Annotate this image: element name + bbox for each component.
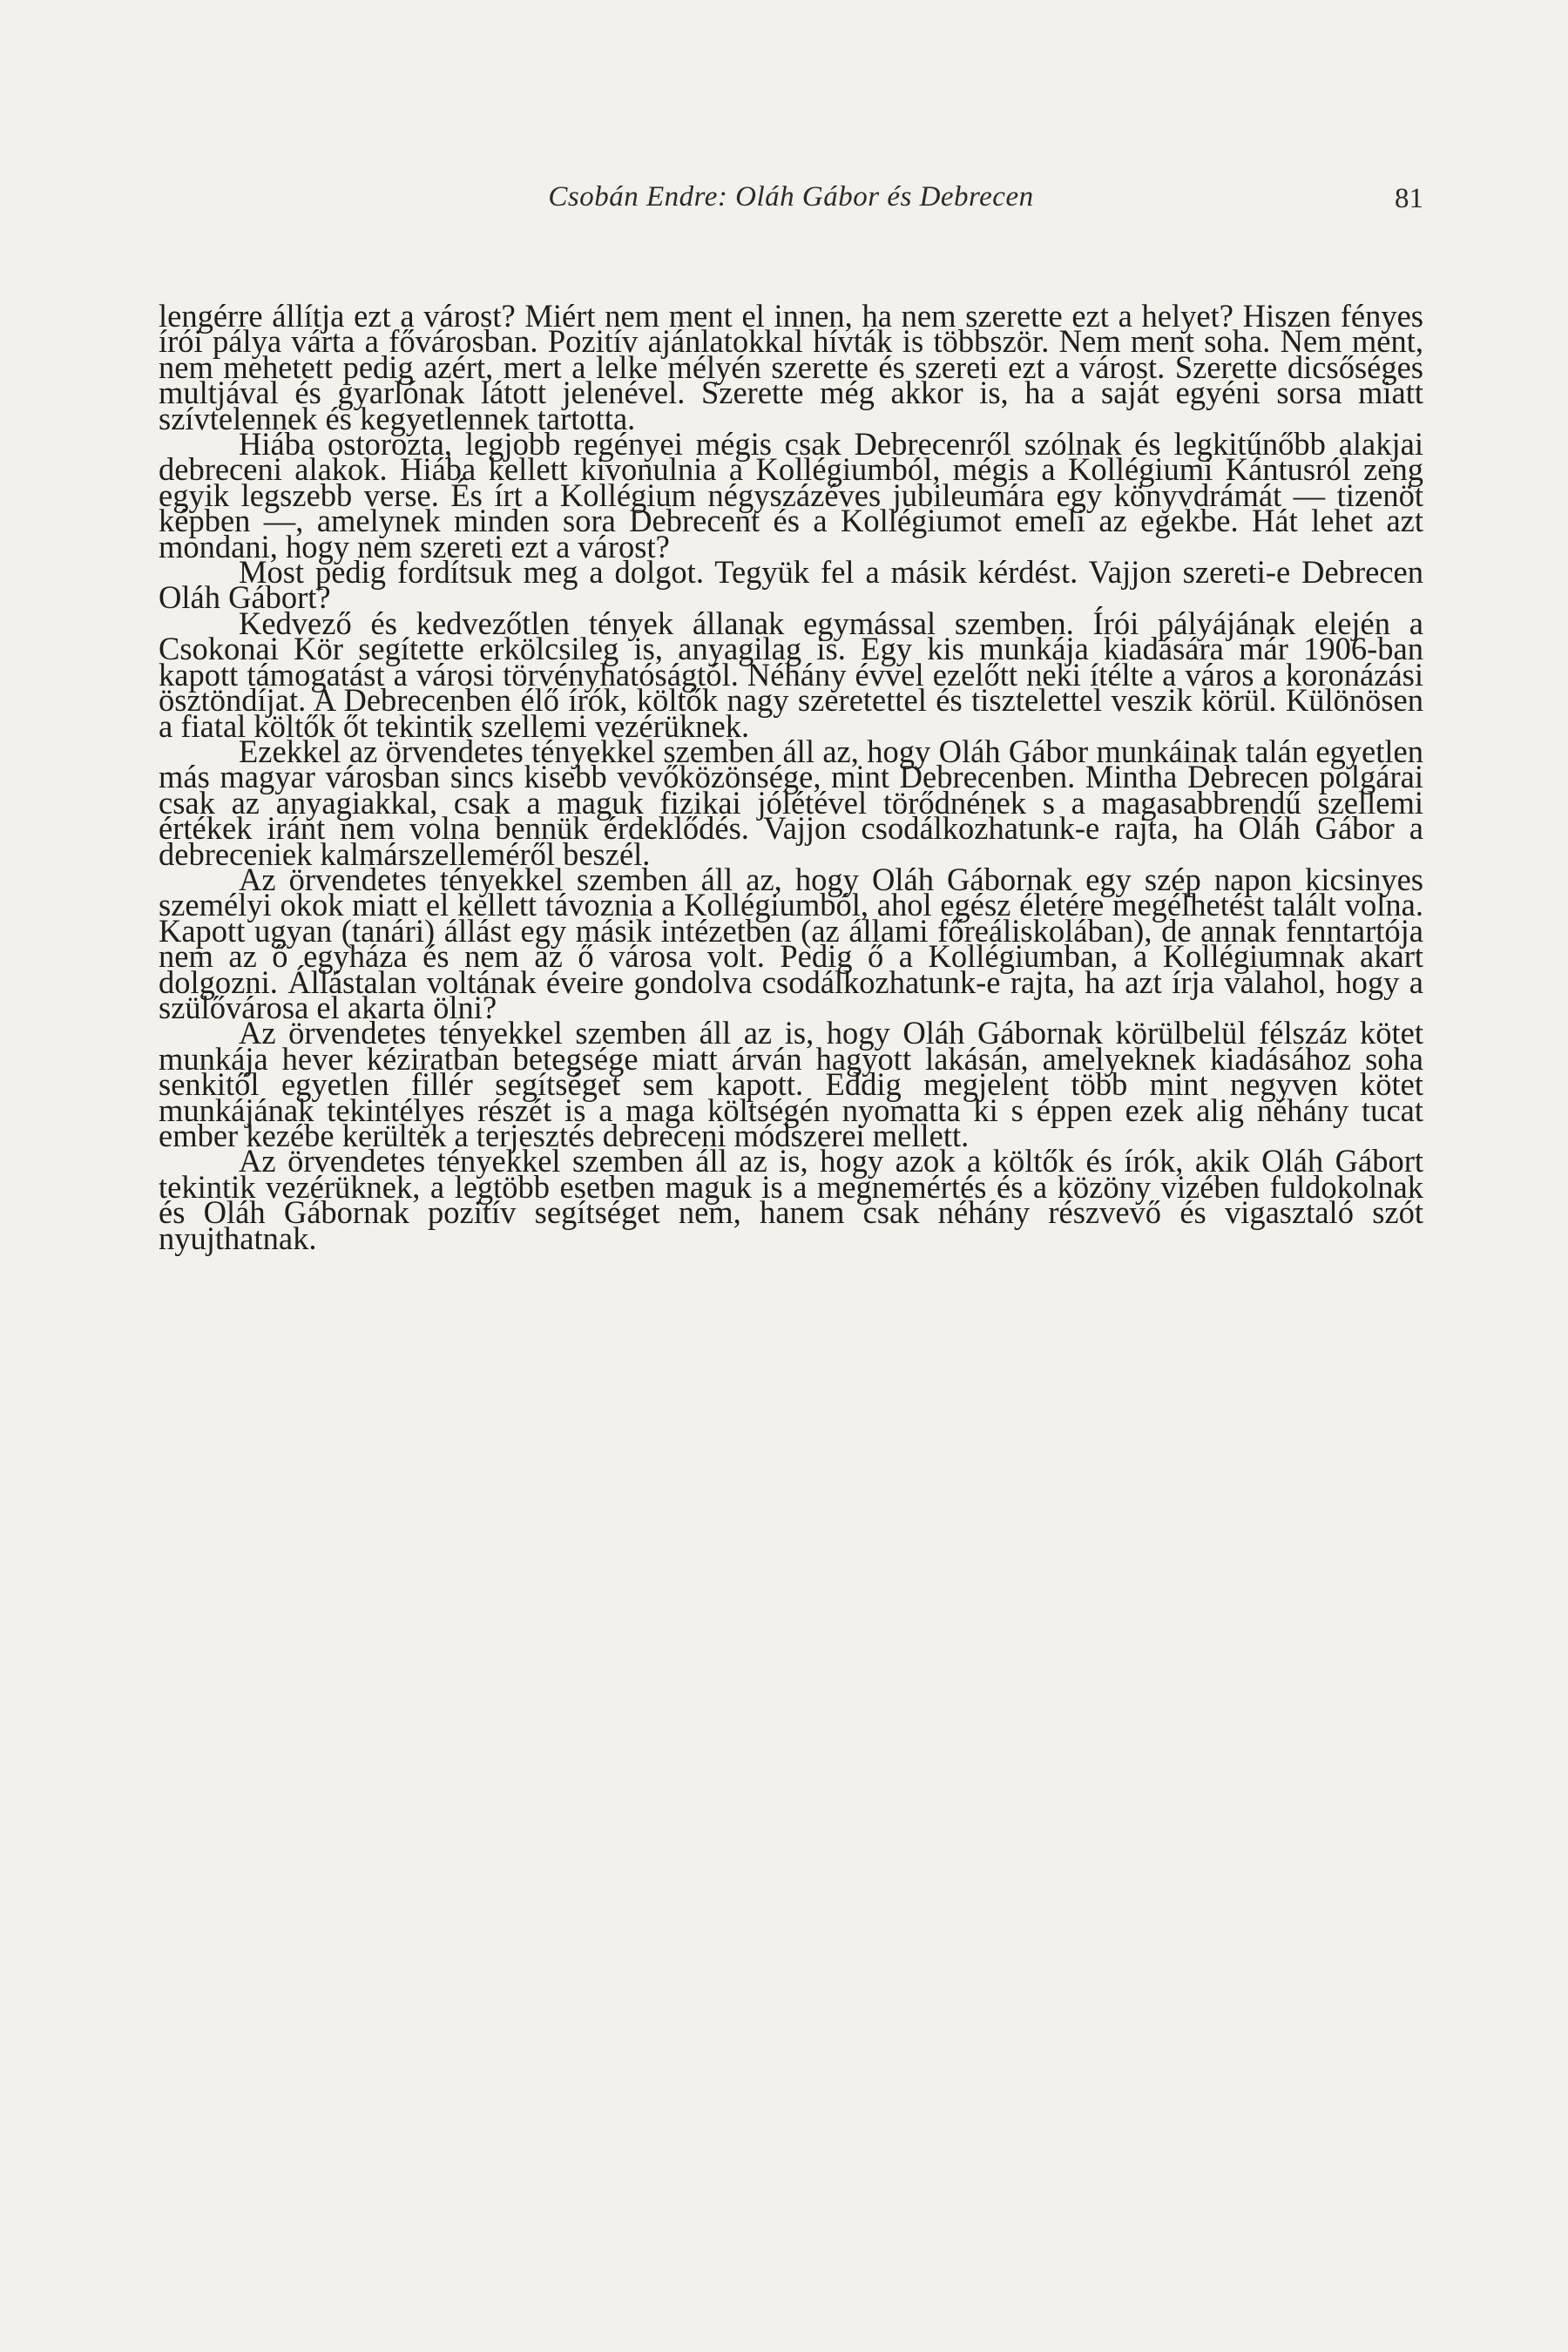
paragraph-1: lengérre állítja ezt a várost? Miért nem ment el innen, ha nem szerette ezt a helyet? Hiszen fényes írói pálya várta a fővárosban. Pozitív ajánlatokkal hívták is többször. Nem ment soha. Nem ment, nem mehetett pedig azért, mert a lelke mélyén szerette és szereti ezt a várost. Szerette dicsőséges multjával és gyarlónak látott jelenével. Szerette még akkor is, ha a saját egyéni sorsa miatt szívtelennek és kegyetlennek tartotta. [159,298,1423,436]
paragraph-3: Most pedig fordítsuk meg a dolgot. Tegyük fel a másik kérdést. Vajjon szereti-e Debrecen Oláh Gábort? [159,554,1423,616]
running-head [159,181,1423,230]
paragraph-8: Az örvendetes tényekkel szemben áll az is, hogy azok a költők és írók, akik Oláh Gábort tekintik vezérüknek, a legtöbb esetben maguk is a megnemértés és a közöny vizében fuldokolnak és Oláh Gábornak pozitív segítséget nem, hanem csak néhány részvevő és vigasztaló szót nyujthatnak. [159,1143,1423,1256]
running-title: Csobán Endre: Oláh Gábor és Debrecen [548,181,1034,213]
paragraph-2: Hiába ostorozta, legjobb regényei mégis csak Debrecenről szólnak és legkitűnőbb alakjai debreceni alakok. Hiába kellett kivonulnia a Kollégiumból, mégis a Kollégiumi Kántusról zeng egyik legszebb verse. És írt a Kollégium négyszázéves jubileumára egy könyvdrámát — tizenöt képben —, amelynek minden sora Debrecent és a Kollégiumot emeli az egekbe. Hát lehet azt mondani, hogy nem szereti ezt a várost? [159,426,1423,564]
paragraph-6: Az örvendetes tényekkel szemben áll az, hogy Oláh Gábornak egy szép napon kicsinyes személyi okok miatt el kellett távoznia a Kollégiumból, ahol egész életére megélhetést talált volna. Kapott ugyan (tanári) állást egy másik intézetben (az állami főreáliskolában), de annak fenntartója nem az ő egyháza és nem az ő városa volt. Pedig ő a Kollégiumban, a Kollégiumnak akart dolgozni. Állástalan voltának éveire gondolva csodálkozhatunk-e rajta, ha azt írja valahol, hogy a szülővárosa el akarta ölni? [159,861,1423,1025]
body-text [159,298,1423,1256]
page-number: 81 [1395,183,1423,214]
paragraph-5: Ezekkel az örvendetes tényekkel szemben áll az, hogy Oláh Gábor munkáinak talán egyetlen más magyar városban sincs kisebb vevőközönsége, mint Debrecenben. Mintha Debrecen polgárai csak az anyagiakkal, csak a maguk fizikai jólétével törődnének s a magasabbrendű szellemi értékek iránt nem volna bennük érdeklődés. Vajjon csodálkozhatunk-e rajta, ha Oláh Gábor a debreceniek kalmárszelleméről beszél. [159,733,1423,872]
paragraph-7: Az örvendetes tényekkel szemben áll az is, hogy Oláh Gábornak körülbelül félszáz kötet munkája hever kéziratban betegsége miatt árván hagyott lakásán, amelyeknek kiadásához soha senkitől egyetlen fillér segítséget sem kapott. Eddig megjelent több mint negyven kötet munkájának tekintélyes részét is a maga költségén nyomatta ki s éppen ezek alig néhány tucat ember kezébe kerültek a terjesztés debreceni módszerei mellett. [159,1015,1423,1153]
paragraph-4: Kedvező és kedvezőtlen tények állanak egymással szemben. Írói pályájának elején a Csokonai Kör segítette erkölcsileg is, anyagilag is. Egy kis munkája kiadására már 1906-ban kapott támogatást a városi törvényhatóságtól. Néhány évvel ezelőtt neki ítélte a város a koronázási ösztöndíjat. A Debrecenben élő írók, költők nagy szeretettel és tisztelettel veszik körül. Különösen a fiatal költők őt tekintik szellemi vezérüknek. [159,605,1423,744]
